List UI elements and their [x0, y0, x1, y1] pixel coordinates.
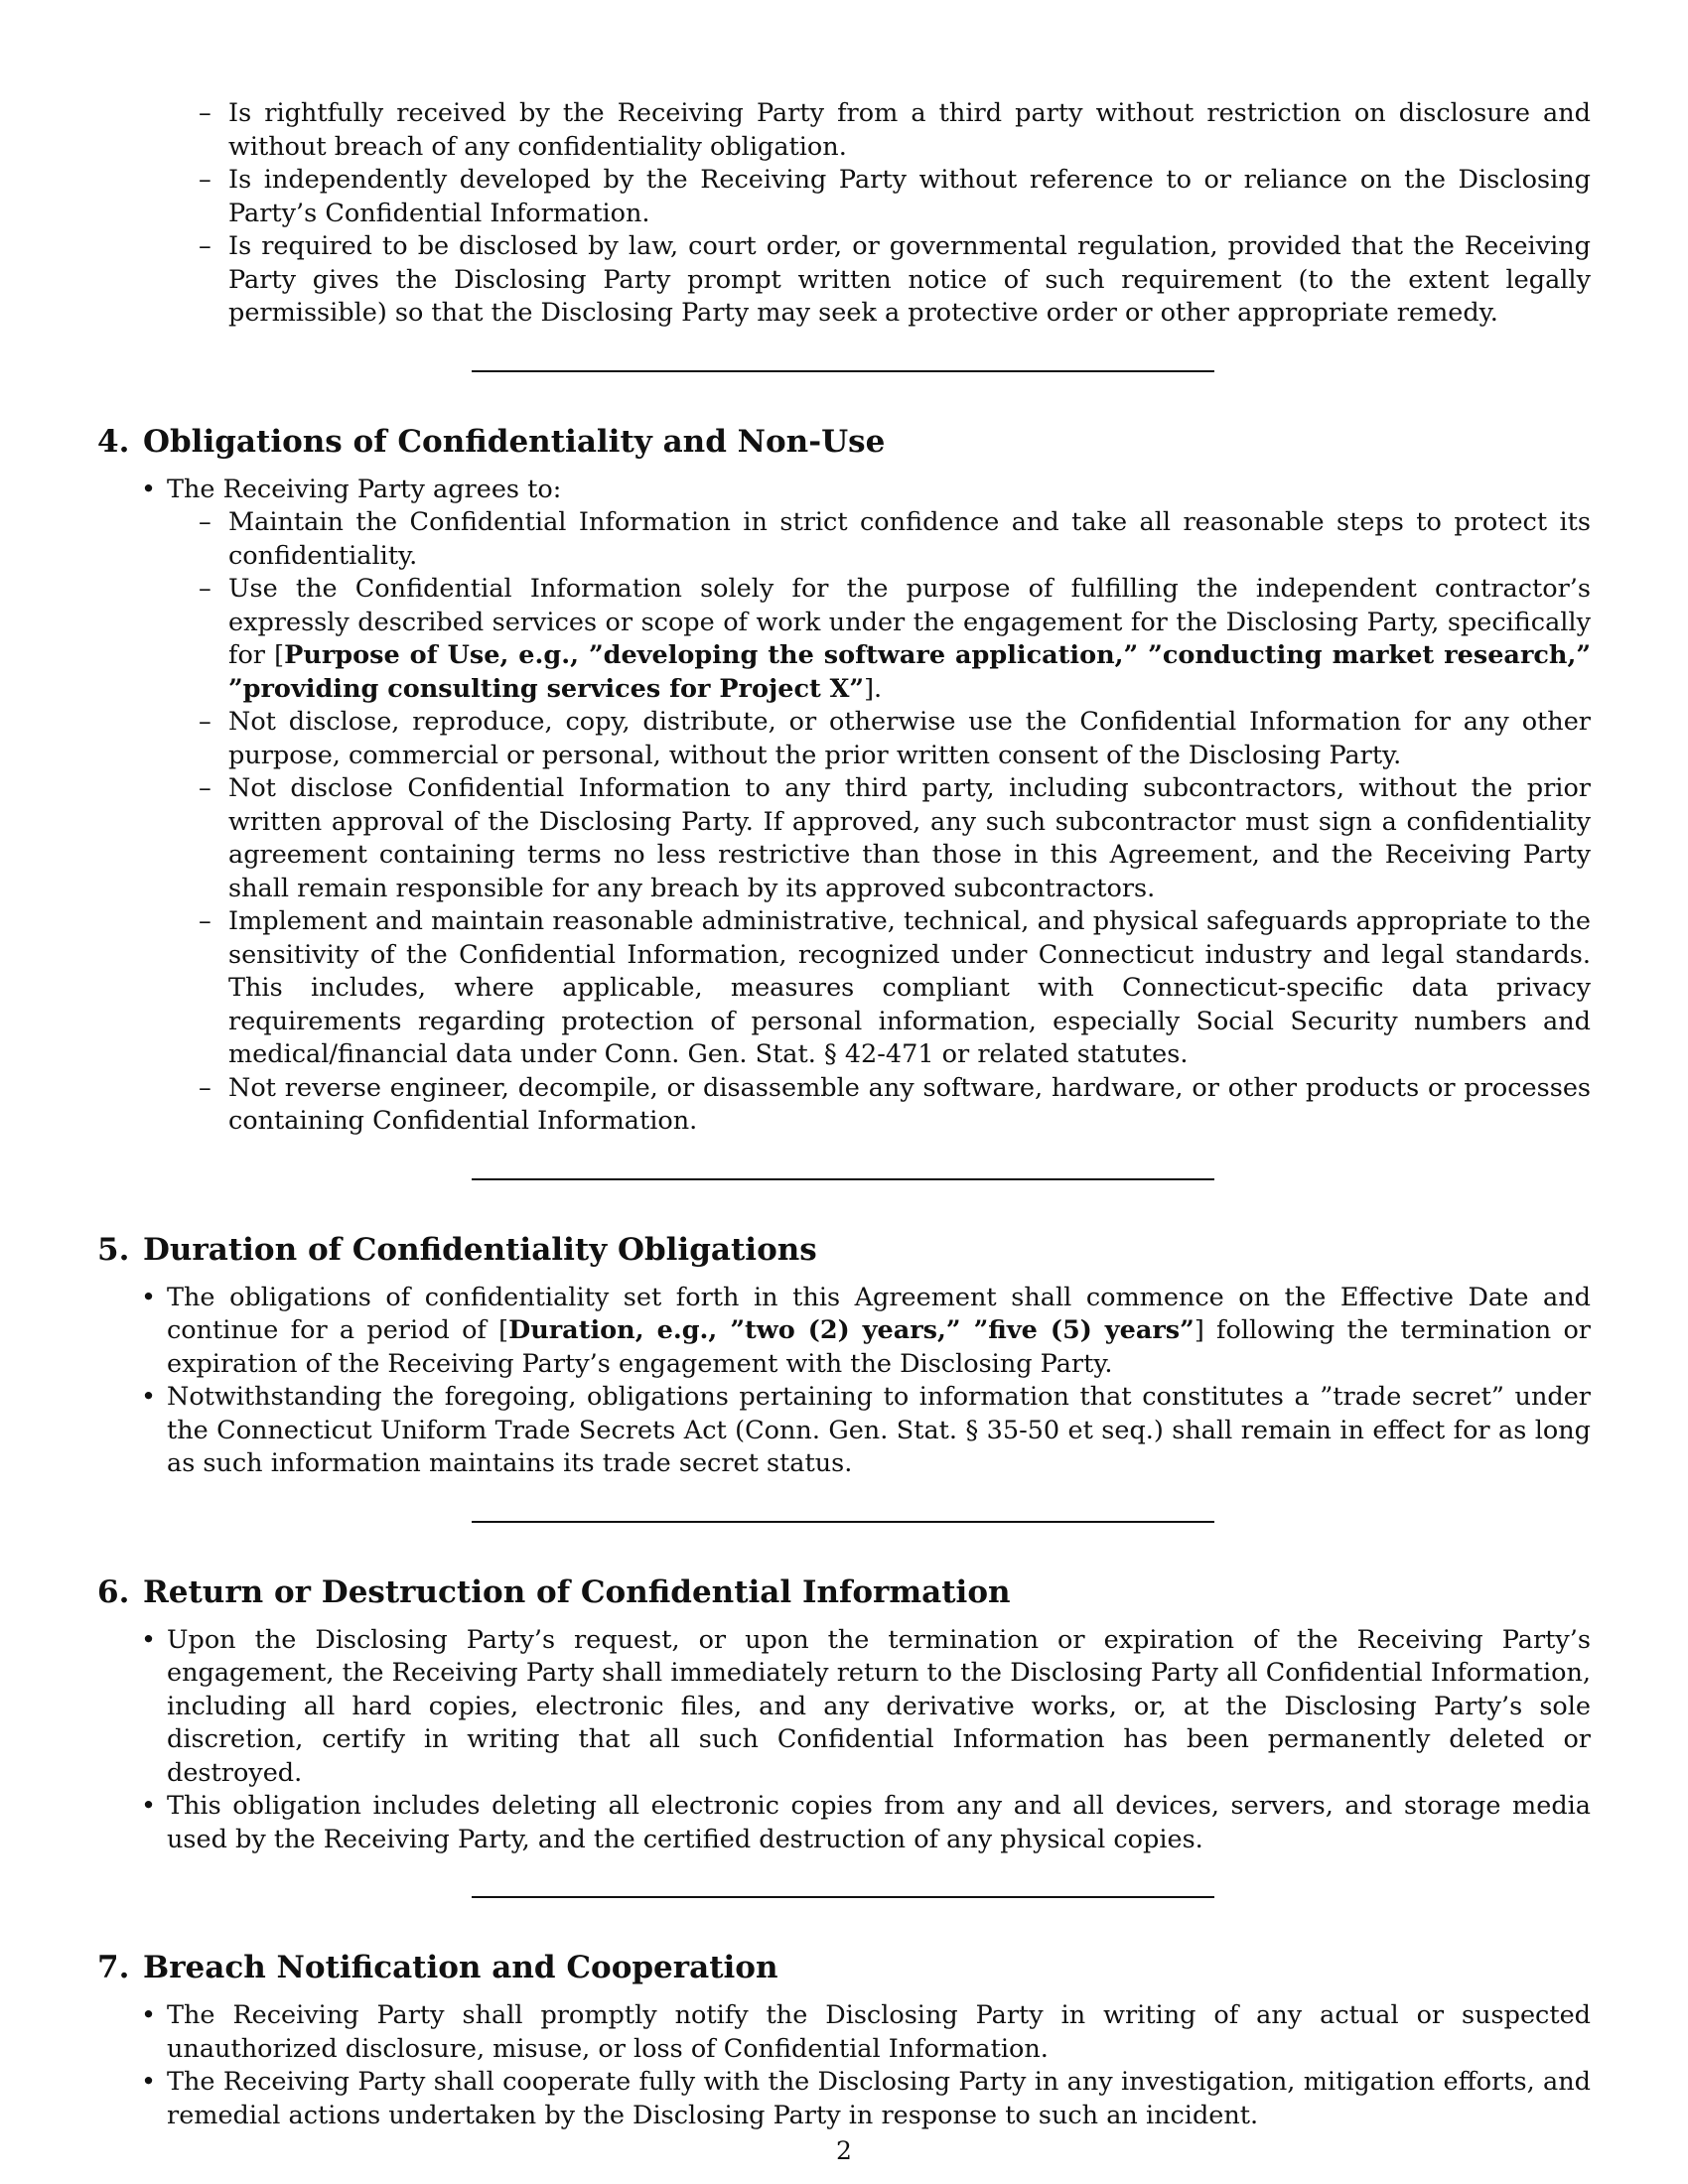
section-divider [472, 1896, 1214, 1898]
list-item [167, 1282, 1591, 1382]
section-4-heading [97, 422, 1591, 462]
list-item: – Not reverse engineer, decompile, or disassemble any software, hardware, or other products or processes containing Confidential Information. [228, 1072, 1591, 1139]
section-number: 7. [97, 1950, 130, 1985]
section-divider [472, 1178, 1214, 1180]
section-number: 6. [97, 1573, 130, 1610]
list-item: • The Receiving Party shall cooperate fully with the Disclosing Party in any investigation, mitigation efforts, and remedial actions undertaken by the Disclosing Party in response to such an incident. [167, 2066, 1591, 2132]
section-title: Duration of Confidentiality Obligations [143, 1231, 817, 1268]
section-title: Return or Destruction of Confidential Information [143, 1573, 1011, 1610]
list-item-text: The Receiving Party agrees to: [167, 474, 562, 504]
list-item [228, 573, 1591, 706]
section-5-heading [97, 1230, 1591, 1270]
list-item: – Is required to be disclosed by law, court order, or governmental regulation, provided that the Receiving Party gives the Disclosing Party prompt written notice of such requirement (to the extent legally permissible) so that the Disclosing Party may seek a protective order or other appropriate remedy. [228, 230, 1591, 331]
section-divider [472, 1521, 1214, 1523]
section-4-list [97, 474, 1591, 1139]
page-content [97, 97, 1591, 2132]
section-6-list [97, 1624, 1591, 1857]
list-item-text: ]. [864, 673, 883, 704]
section-title: Breach Notification and Cooperation [143, 1950, 778, 1985]
list-item-text: ] following the termination or expiration of the Receiving Party’s engagement with the Disclosing Party. [167, 1315, 1591, 1379]
placeholder-text: Purpose of Use, e.g., ”developing the software application,” ”conducting market research,” ”providing consulting services for Project X” [228, 640, 1591, 704]
section-7-list [97, 1999, 1591, 2132]
list-item: – Is rightfully received by the Receiving Party from a third party without restriction on disclosure and without breach of any confidentiality obligation. [228, 97, 1591, 164]
section-number: 4. [97, 423, 130, 460]
list-item: – Not disclose Confidential Information to any third party, including subcontractors, without the prior written approval of the Disclosing Party. If approved, any such subcontractor must sign a confidentiality agreement containing terms no less restrictive than those in this Agreement, and the Receiving Party shall remain responsible for any breach by its approved subcontractors. [228, 772, 1591, 905]
list-item: – Not disclose, reproduce, copy, distribute, or otherwise use the Confidential Information for any other purpose, commercial or personal, without the prior written consent of the Disclosing Party. [228, 706, 1591, 772]
continuation-list [97, 97, 1591, 331]
section-divider [472, 370, 1214, 372]
section-6-heading [97, 1572, 1591, 1612]
section-title: Obligations of Confidentiality and Non-Use [143, 423, 886, 460]
list-item: – Is independently developed by the Receiving Party without reference to or reliance on the Disclosing Party’s Confidential Information. [228, 164, 1591, 230]
list-item-text: Use the Confidential Information solely for the purpose of fulfilling the independent contractor’s expressly described services or scope of work under the engagement for the Disclosing Party, specifically for [ [228, 574, 1591, 670]
section-number: 5. [97, 1231, 130, 1268]
list-item: • This obligation includes deleting all electronic copies from any and all devices, servers, and storage media used by the Receiving Party, and the certified destruction of any physical copies. [167, 1790, 1591, 1856]
page-number: 2 [836, 2136, 852, 2165]
placeholder-text: Duration, e.g., ”two (2) years,” ”five (5) years” [508, 1315, 1195, 1345]
list-item: • The Receiving Party shall promptly notify the Disclosing Party in writing of any actual or suspected unauthorized disclosure, misuse, or loss of Confidential Information. [167, 1999, 1591, 2066]
list-item [167, 474, 1591, 1139]
list-item: • Notwithstanding the foregoing, obligations pertaining to information that constitutes a ”trade secret” under the Connecticut Uniform Trade Secrets Act (Conn. Gen. Stat. § 35-50 et seq.) shall remain in effect for as long as such information maintains its trade secret status. [167, 1381, 1591, 1481]
section-5-list [97, 1282, 1591, 1481]
list-item-text: The obligations of confidentiality set forth in this Agreement shall commence on the Effective Date and continue for a period of [ [167, 1282, 1591, 1345]
list-item: • Upon the Disclosing Party’s request, or upon the termination or expiration of the Receiving Party’s engagement, the Receiving Party shall immediately return to the Disclosing Party all Confidential Information, including all hard copies, electronic files, and any derivative works, or, at the Disclosing Party’s sole discretion, certify in writing that all such Confidential Information has been permanently deleted or destroyed. [167, 1624, 1591, 1791]
section-4-sublist [167, 506, 1591, 1139]
list-item: – Implement and maintain reasonable administrative, technical, and physical safeguards appropriate to the sensitivity of the Confidential Information, recognized under Connecticut industry and legal standards. This includes, where applicable, measures compliant with Connecticut-specific data privacy requirements regarding protection of personal information, especially Social Security numbers and medical/financial data under Conn. Gen. Stat. § 42-471 or related statutes. [228, 905, 1591, 1072]
section-7-heading [97, 1948, 1591, 1987]
list-item: – Maintain the Confidential Information in strict confidence and take all reasonable steps to protect its confidentiality. [228, 506, 1591, 573]
